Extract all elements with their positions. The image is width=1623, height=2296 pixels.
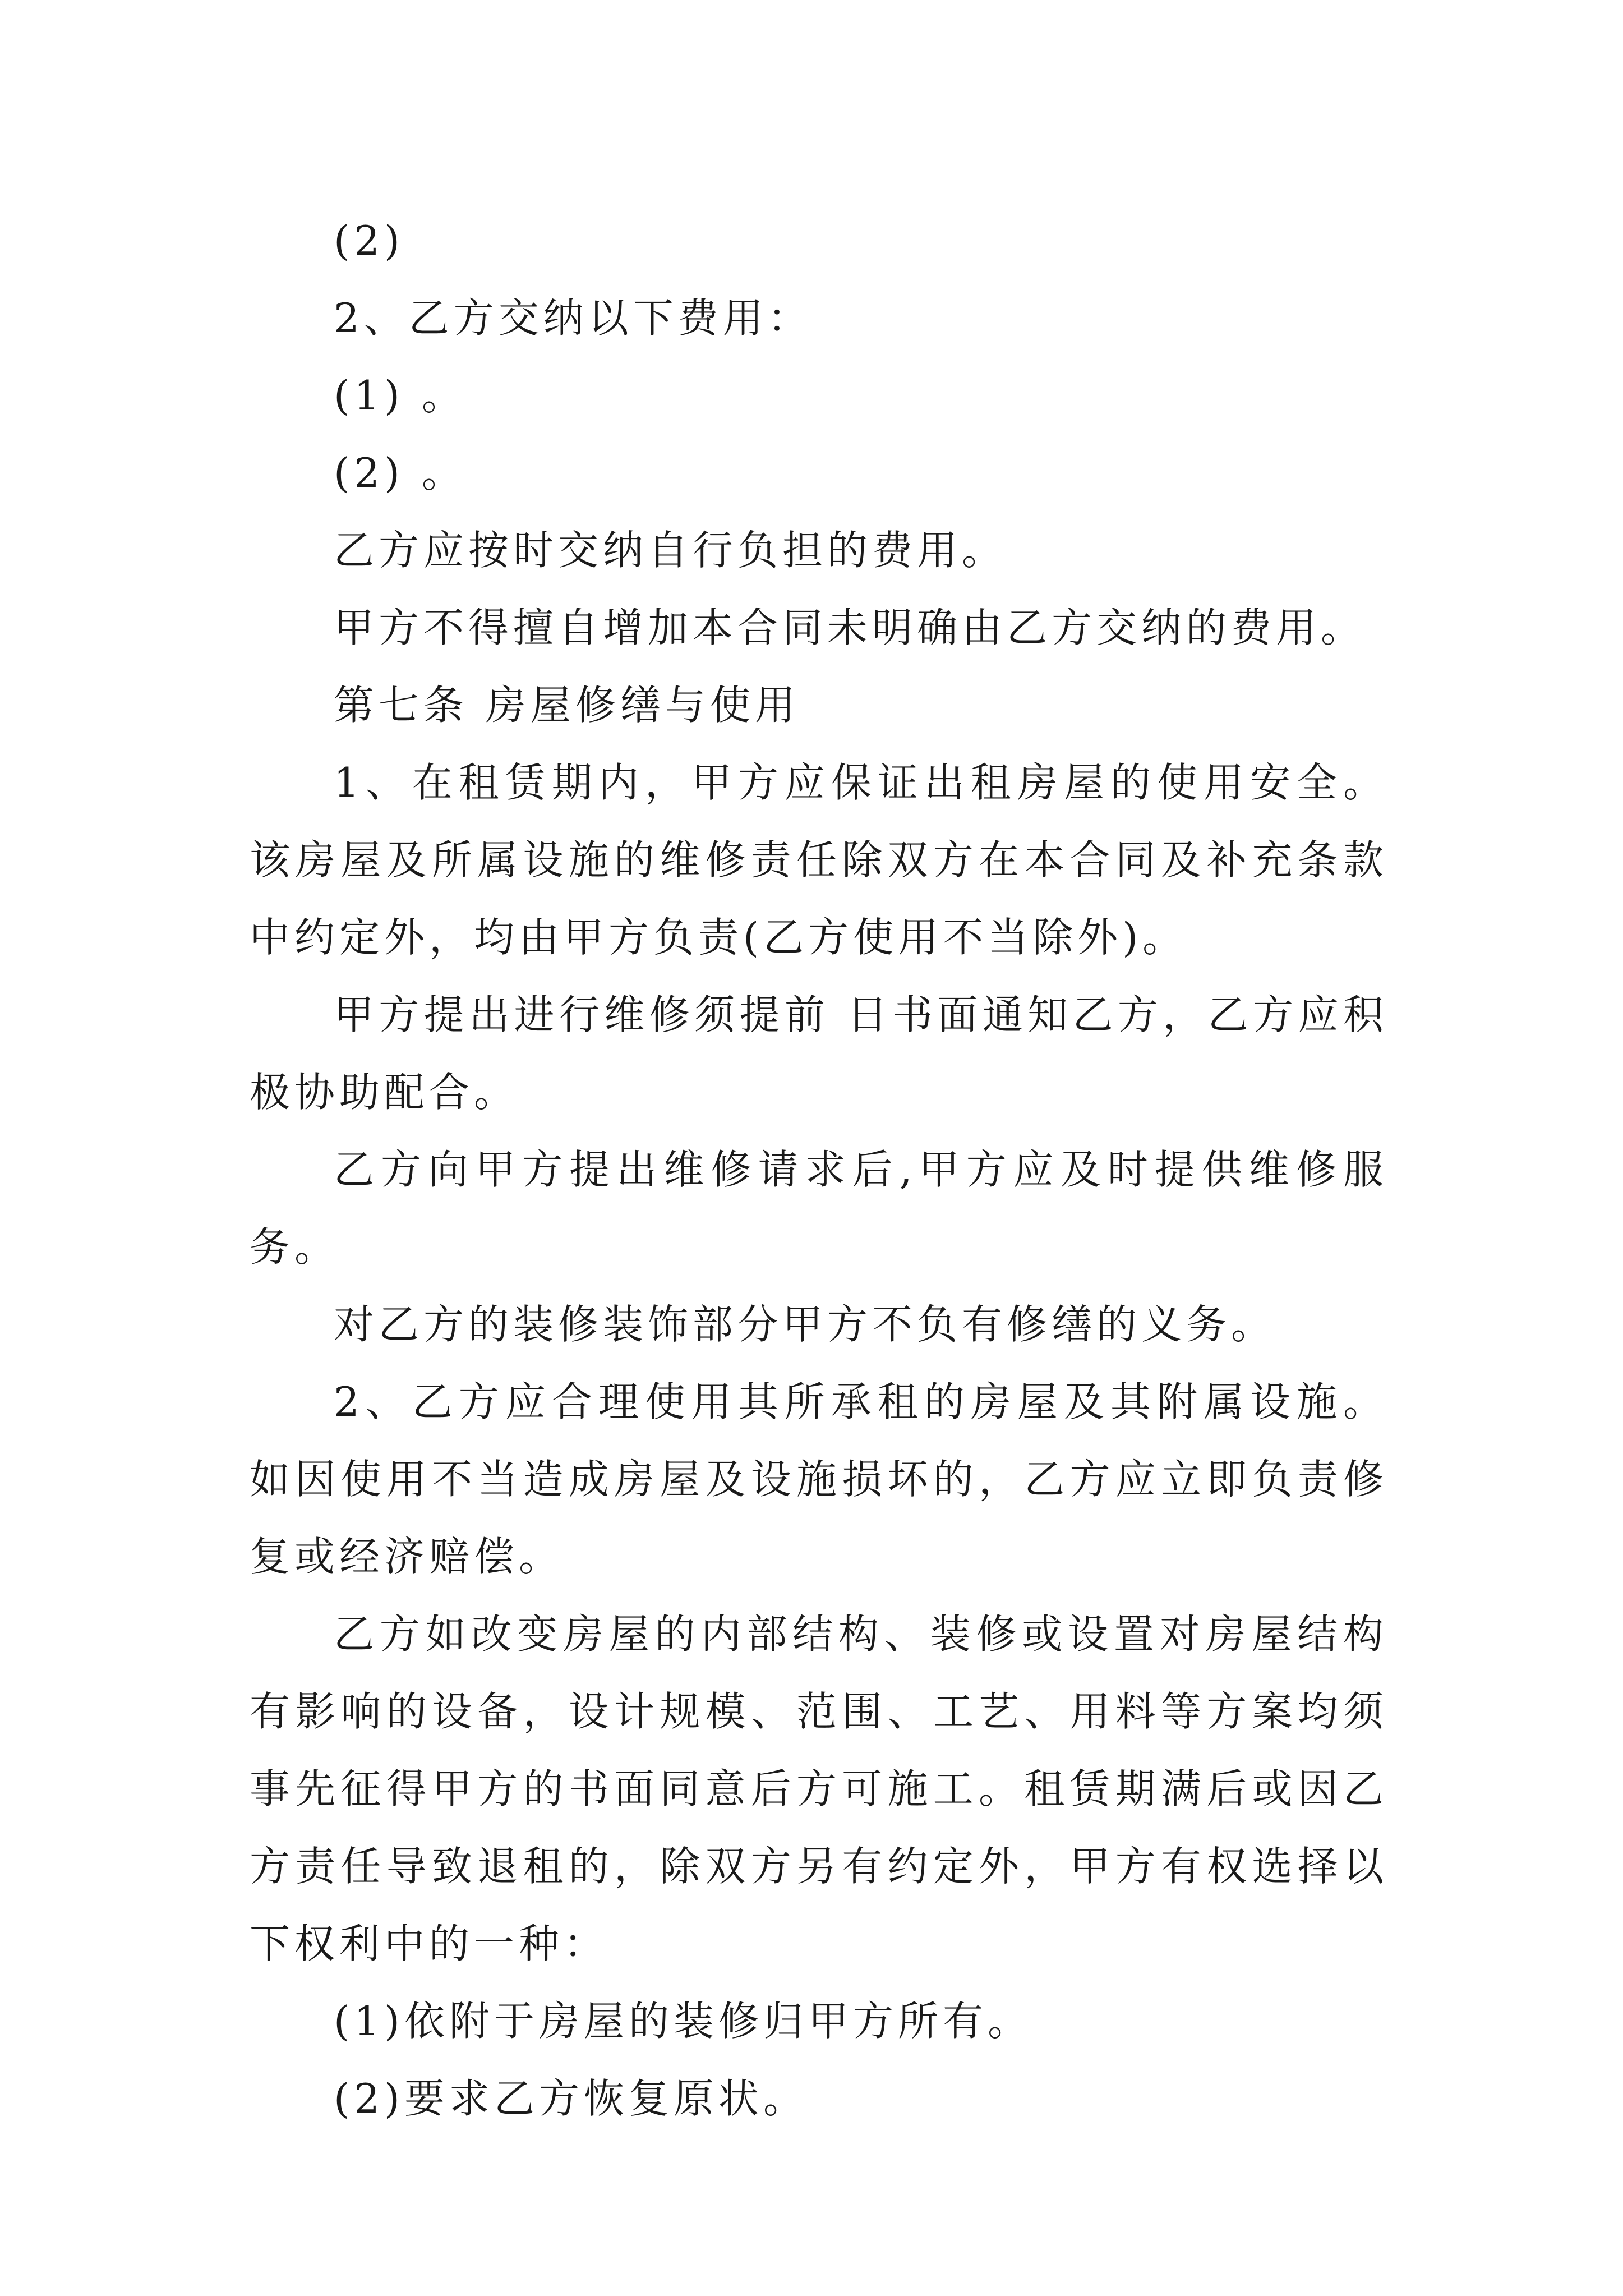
paragraph: 乙方向甲方提出维修请求后,甲方应及时提供维修服务。 xyxy=(250,1146,1388,1271)
paragraph: 2、乙方应合理使用其所承租的房屋及其附属设施。如因使用不当造成房屋及设施损坏的，乙方应立即负责修复或经济赔偿。 xyxy=(250,1378,1388,1580)
document-body xyxy=(250,202,1388,2137)
paragraph: 乙方如改变房屋的内部结构、装修或设置对房屋结构有影响的设备，设计规模、范围、工艺、用料等方案均须事先征得甲方的书面同意后方可施工。租赁期满后或因乙方责任导致退租的，除双方另有约定外，甲方有权选择以下权利中的一种： xyxy=(250,1611,1388,1967)
paragraph: 1、在租赁期内，甲方应保证出租房屋的使用安全。该房屋及所属设施的维修责任除双方在本合同及补充条款中约定外，均由甲方负责(乙方使用不当除外)。 xyxy=(250,759,1388,961)
paragraph: (2) xyxy=(334,217,404,264)
paragraph: 乙方应按时交纳自行负担的费用。 xyxy=(334,527,1007,574)
paragraph: 甲方提出进行维修须提前 日书面通知乙方，乙方应积极协助配合。 xyxy=(250,991,1388,1116)
paragraph: 2、乙方交纳以下费用： xyxy=(334,295,813,342)
paragraph: (2)要求乙方恢复原状。 xyxy=(334,2075,808,2122)
paragraph: 对乙方的装修装饰部分甲方不负有修缮的义务。 xyxy=(334,1301,1276,1348)
paragraph: (1)依附于房屋的装修归甲方所有。 xyxy=(334,1998,1032,2045)
paragraph: (1) 。 xyxy=(334,372,467,419)
section-heading: 第七条 房屋修缮与使用 xyxy=(334,682,800,729)
paragraph: (2) 。 xyxy=(334,449,467,496)
paragraph: 甲方不得擅自增加本合同未明确由乙方交纳的费用。 xyxy=(334,604,1366,651)
